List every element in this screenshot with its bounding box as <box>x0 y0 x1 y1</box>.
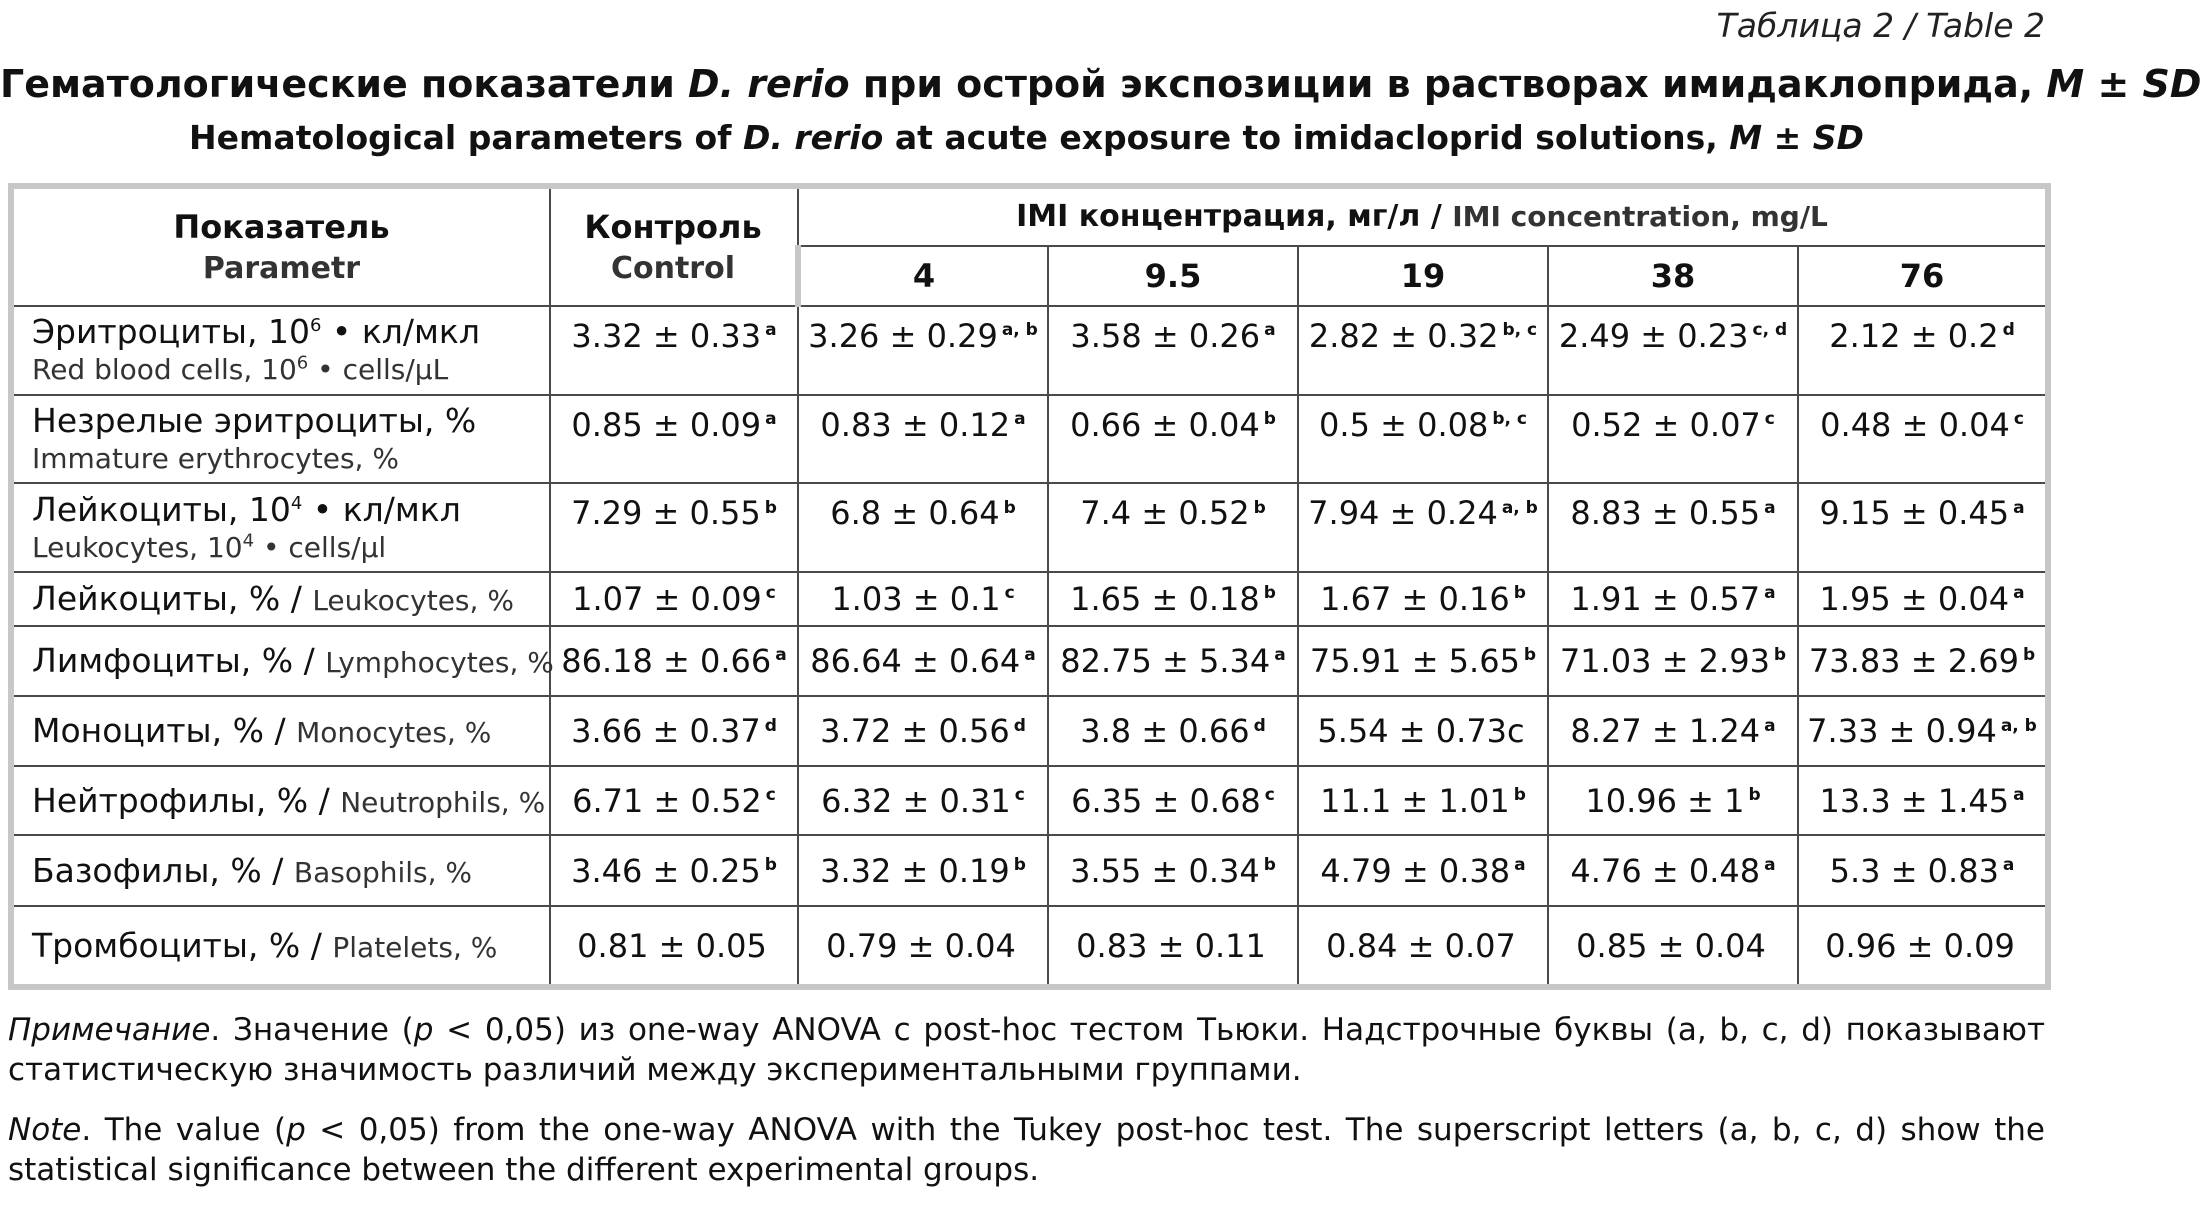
row-label-en: Platelets, % <box>332 930 498 964</box>
significance-letter: c <box>765 785 776 806</box>
significance-letter: b <box>1263 855 1276 876</box>
cell-value: 6.35 ± 0.68 $^c$ <box>1048 766 1298 836</box>
cell-value: 0.85 ± 0.09 $^a$ <box>550 395 798 484</box>
significance-letter: d <box>2002 320 2015 341</box>
significance-letter: b <box>1263 583 1276 604</box>
significance-letter: b, c <box>1502 320 1538 341</box>
row-label-ru: Незрелые эритроциты, % <box>32 400 477 440</box>
row-label-leukocytes-count <box>11 483 550 572</box>
cell-value: 82.75 ± 5.34 $^a$ <box>1048 626 1298 697</box>
cell-value: 86.18 ± 0.66 $^a$ <box>550 626 798 697</box>
title-en-stat: M ± SD <box>1729 118 1864 157</box>
header-concentration-ru: IMI концентрация, мг/л <box>1016 199 1421 234</box>
row-label-platelets <box>11 906 550 987</box>
cell-value: 1.91 ± 0.57 $^a$ <box>1548 572 1798 626</box>
row-label-ru: Лейкоциты, % <box>32 578 281 618</box>
row-label-ru: Моноциты, % <box>32 711 264 751</box>
cell-value: 7.33 ± 0.94 $^{a, b}$ <box>1798 696 2048 766</box>
significance-letter: c <box>2013 408 2024 429</box>
significance-letter: b <box>1513 583 1526 604</box>
significance-letter: b <box>1263 408 1276 429</box>
cell-value: 3.72 ± 0.56 $^d$ <box>798 696 1048 766</box>
cell-value: 1.07 ± 0.09 $^c$ <box>550 572 798 626</box>
cell-value: 1.95 ± 0.04 $^a$ <box>1798 572 2048 626</box>
row-label-basophils <box>11 835 550 906</box>
header-control-en: Control <box>610 251 735 286</box>
title-en-species: D. rerio <box>742 118 884 157</box>
cell-value: 0.5 ± 0.08 $^{b, c}$ <box>1298 395 1548 484</box>
significance-letter: a <box>2013 583 2025 604</box>
cell-value: 0.81 ± 0.05 <box>550 906 798 987</box>
cell-value: 1.67 ± 0.16 $^b$ <box>1298 572 1548 626</box>
header-concentration-en: IMI concentration, mg/L <box>1452 200 1828 233</box>
significance-letter: b <box>1748 785 1761 806</box>
row-label-en: Lymphocytes, % <box>325 646 554 680</box>
row-label-en-exp: 4 <box>242 530 255 552</box>
significance-letter: a <box>765 408 777 429</box>
cell-value: 75.91 ± 5.65 $^b$ <box>1298 626 1548 697</box>
significance-letter: a <box>1264 320 1276 341</box>
cell-value: 0.52 ± 0.07 $^c$ <box>1548 395 1798 484</box>
note-english <box>8 1110 2045 1190</box>
significance-letter: a <box>1014 408 1026 429</box>
cell-value: 2.49 ± 0.23 $^{c, d}$ <box>1548 306 1798 395</box>
header-concentration-sep: / <box>1420 199 1453 234</box>
row-label-ru: Нейтрофилы, % <box>32 780 309 820</box>
header-parameter-en: Parametr <box>202 251 361 286</box>
note-en-text2: < 0,05) from the one-way ANOVA with the Tukey post-hoc test. The superscript letters (a, b, c, d) show the statistical significance between the different experimental groups. <box>8 1112 2045 1188</box>
cell-value: 3.32 ± 0.19 $^b$ <box>798 835 1048 906</box>
note-ru-text2: < 0,05) из one-way ANOVA с post-hoc тестом Тьюки. Надстрочные буквы (a, b, c, d) показывают статистическую значимость различий между экспериментальными группами. <box>8 1012 2046 1088</box>
significance-letter: c, d <box>1752 320 1788 341</box>
significance-letter: a <box>1764 583 1776 604</box>
row-label-ru: Эритроциты, 10 <box>32 312 310 352</box>
significance-letter: a <box>765 320 777 341</box>
cell-value: 6.71 ± 0.52 $^c$ <box>550 766 798 836</box>
header-conc-19: 19 <box>1298 246 1548 306</box>
row-label-sep: / <box>293 641 326 681</box>
cell-value: 0.48 ± 0.04 $^c$ <box>1798 395 2048 484</box>
cell-value: 3.66 ± 0.37 $^d$ <box>550 696 798 766</box>
cell-value: 10.96 ± 1 $^b$ <box>1548 766 1798 836</box>
row-label-sep: / <box>300 925 333 965</box>
hematology-table <box>8 183 2051 990</box>
header-parameter-ru: Показатель <box>173 208 390 246</box>
cell-value: 4.79 ± 0.38 $^a$ <box>1298 835 1548 906</box>
cell-value: 3.8 ± 0.66 $^d$ <box>1048 696 1298 766</box>
header-concentration <box>798 186 2048 246</box>
row-label-ru-exp: 6 <box>309 315 322 337</box>
row-label-monocytes <box>11 696 550 766</box>
row-label-ru: Лимфоциты, % <box>32 641 294 681</box>
table-row <box>11 766 2048 836</box>
row-label-en: Red blood cells, 10 <box>32 353 297 387</box>
table-row <box>11 835 2048 906</box>
significance-letter: a <box>1764 855 1776 876</box>
header-row-1 <box>11 186 2048 246</box>
significance-letter: a <box>1764 497 1776 518</box>
cell-value: 0.66 ± 0.04 $^b$ <box>1048 395 1298 484</box>
cell-value: 71.03 ± 2.93 $^b$ <box>1548 626 1798 697</box>
cell-value: 7.94 ± 0.24 $^{a, b}$ <box>1298 483 1548 572</box>
cell-value: 0.84 ± 0.07 <box>1298 906 1548 987</box>
row-label-immature-erythrocytes <box>11 395 550 484</box>
row-label-sep: / <box>263 711 297 751</box>
row-label-en-tail: • cells/µL <box>308 353 449 387</box>
row-label-ru: Базофилы, % <box>32 850 262 890</box>
title-ru-part2: при острой экспозиции в растворах имидаклоприда, <box>849 62 2047 106</box>
header-conc-76: 76 <box>1798 246 2048 306</box>
cell-value: 0.79 ± 0.04 <box>798 906 1048 987</box>
significance-letter: a <box>1024 645 1036 666</box>
row-label-sep: / <box>308 780 341 820</box>
significance-letter: b <box>1773 645 1787 666</box>
row-label-sep: / <box>261 850 294 890</box>
significance-letter: a <box>775 645 787 666</box>
table-row <box>11 906 2048 987</box>
cell-value: 6.32 ± 0.31 $^c$ <box>798 766 1048 836</box>
row-label-en: Neutrophils, % <box>340 785 546 819</box>
significance-letter: c <box>765 583 776 604</box>
cell-value: 3.32 ± 0.33 $^a$ <box>550 306 798 395</box>
note-russian <box>8 1010 2045 1090</box>
cell-value: 0.85 ± 0.04 <box>1548 906 1798 987</box>
note-en-p: p <box>286 1112 306 1148</box>
cell-value: 2.82 ± 0.32 $^{b, c}$ <box>1298 306 1548 395</box>
note-en-label: Note <box>8 1112 82 1148</box>
header-conc-9-5: 9.5 <box>1048 246 1298 306</box>
header-control-ru: Контроль <box>584 208 762 246</box>
significance-letter: d <box>764 715 777 736</box>
significance-letter: a, b <box>1501 497 1538 518</box>
significance-letter: b <box>1523 645 1537 666</box>
cell-value: 11.1 ± 1.01 $^b$ <box>1298 766 1548 836</box>
row-label-ru-tail: • кл/мкл <box>302 489 461 529</box>
cell-value: 1.03 ± 0.1 $^c$ <box>798 572 1048 626</box>
row-label-en-exp: 6 <box>296 352 309 374</box>
significance-letter: b <box>1013 855 1026 876</box>
cell-value: 5.3 ± 0.83 $^a$ <box>1798 835 2048 906</box>
row-label-en: Monocytes, % <box>296 716 492 750</box>
row-label-en-tail: • cells/µl <box>254 530 387 564</box>
header-conc-38: 38 <box>1548 246 1798 306</box>
cell-value: 7.4 ± 0.52 $^b$ <box>1048 483 1298 572</box>
cell-value: 9.15 ± 0.45 $^a$ <box>1798 483 2048 572</box>
note-ru-label: Примечание <box>8 1012 211 1048</box>
cell-value: 0.83 ± 0.11 <box>1048 906 1298 987</box>
cell-value: 8.27 ± 1.24 $^a$ <box>1548 696 1798 766</box>
title-ru-stat: M ± SD <box>2046 62 2201 106</box>
table-row <box>11 306 2048 395</box>
cell-value: 6.8 ± 0.64 $^b$ <box>798 483 1048 572</box>
note-ru-text1: . Значение ( <box>210 1012 414 1048</box>
significance-letter: d <box>1013 715 1026 736</box>
significance-letter: c <box>1004 583 1015 604</box>
cell-value: 13.3 ± 1.45 $^a$ <box>1798 766 2048 836</box>
significance-letter: c <box>1264 785 1275 806</box>
significance-letter: c <box>1014 785 1025 806</box>
cell-value: 86.64 ± 0.64 $^a$ <box>798 626 1048 697</box>
significance-letter: b, c <box>1492 408 1527 429</box>
cell-value: 3.58 ± 0.26 $^a$ <box>1048 306 1298 395</box>
significance-letter: a, b <box>1001 320 1038 341</box>
significance-letter: a <box>2013 785 2025 806</box>
title-en-part1: Hematological parameters of <box>189 118 743 157</box>
table-row <box>11 696 2048 766</box>
cell-value: 5.54 ± 0.73c <box>1298 696 1548 766</box>
significance-letter: a <box>1764 715 1776 736</box>
cell-value: 7.29 ± 0.55 $^b$ <box>550 483 798 572</box>
table-row <box>11 483 2048 572</box>
significance-letter: d <box>1253 715 1266 736</box>
title-english <box>0 118 2053 157</box>
note-ru-p: p <box>413 1012 434 1048</box>
significance-letter: a, b <box>2000 715 2037 736</box>
significance-letter: b <box>764 855 777 876</box>
row-label-sep: / <box>280 578 313 618</box>
cell-value: 0.83 ± 0.12 $^a$ <box>798 395 1048 484</box>
significance-letter: b <box>2022 645 2036 666</box>
table-label: Таблица 2 / Table 2 <box>1716 6 2045 45</box>
header-parameter <box>11 186 550 306</box>
significance-letter: b <box>764 497 777 518</box>
title-ru-species: D. rerio <box>688 62 850 106</box>
cell-value: 3.46 ± 0.25 $^b$ <box>550 835 798 906</box>
significance-letter: b <box>1253 497 1266 518</box>
row-label-en: Immature erythrocytes, % <box>32 441 399 475</box>
significance-letter: c <box>1764 408 1775 429</box>
cell-value: 73.83 ± 2.69 $^b$ <box>1798 626 2048 697</box>
significance-letter: b <box>1513 785 1526 806</box>
cell-value: 3.55 ± 0.34 $^b$ <box>1048 835 1298 906</box>
row-label-ru-exp: 4 <box>290 492 303 514</box>
title-russian <box>0 62 2201 106</box>
row-label-lymphocytes <box>11 626 554 697</box>
table-row <box>11 572 2048 626</box>
significance-letter: a <box>1514 855 1526 876</box>
significance-letter: a <box>2013 497 2025 518</box>
significance-letter: a <box>2002 855 2015 876</box>
row-label-en: Leukocytes, % <box>312 583 514 617</box>
row-label-neutrophils <box>11 766 550 836</box>
cell-value: 8.83 ± 0.55 $^a$ <box>1548 483 1798 572</box>
row-label-ru: Лейкоциты, 10 <box>32 489 291 529</box>
table-row <box>11 626 2048 697</box>
title-en-part2: at acute exposure to imidacloprid solutions, <box>883 118 1730 157</box>
row-label-leukocytes-percent <box>11 572 550 626</box>
significance-letter: a <box>1274 645 1286 666</box>
header-control <box>550 186 798 306</box>
row-label-en: Basophils, % <box>293 855 473 889</box>
row-label-ru: Тромбоциты, % <box>32 925 301 965</box>
row-label-red-blood-cells <box>11 306 550 395</box>
table-row <box>11 395 2048 484</box>
cell-value: 3.26 ± 0.29 $^{a, b}$ <box>798 306 1048 395</box>
cell-value: 1.65 ± 0.18 $^b$ <box>1048 572 1298 626</box>
title-ru-part1: Гематологические показатели <box>0 62 689 106</box>
cell-value: 4.76 ± 0.48 $^a$ <box>1548 835 1798 906</box>
cell-value: 2.12 ± 0.2 $^d$ <box>1798 306 2048 395</box>
note-en-text1: . The value ( <box>81 1112 287 1148</box>
row-label-ru-tail: • кл/мкл <box>321 312 480 352</box>
header-conc-4: 4 <box>798 246 1048 306</box>
row-label-en: Leukocytes, 10 <box>32 530 243 564</box>
cell-value: 0.96 ± 0.09 <box>1798 906 2048 987</box>
significance-letter: b <box>1003 497 1016 518</box>
